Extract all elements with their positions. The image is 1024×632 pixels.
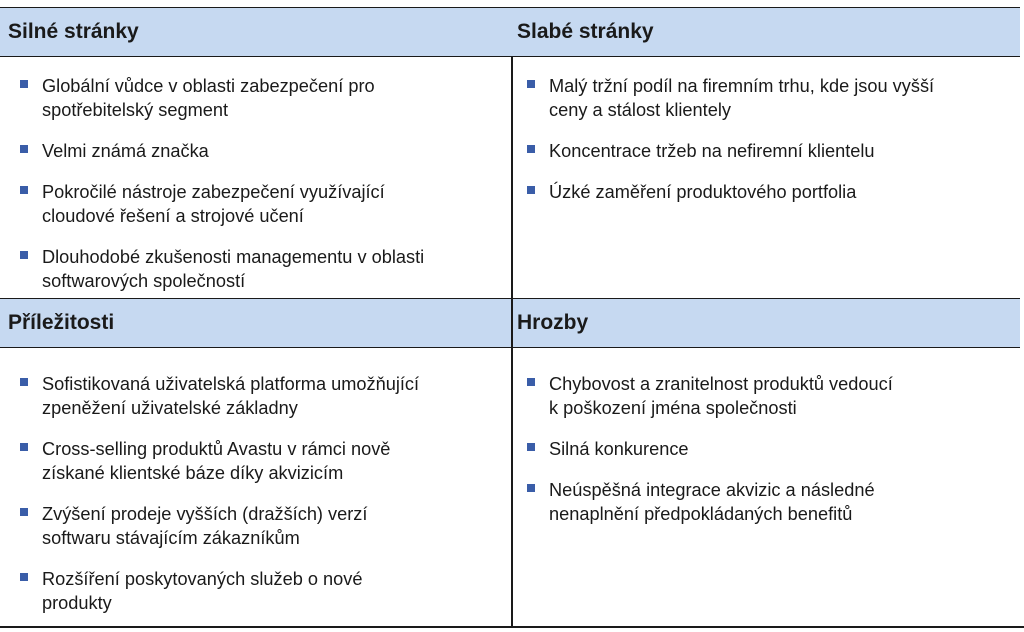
strengths-heading: Silné stránky — [0, 7, 512, 57]
list-item-text: Koncentrace tržeb na nefiremní klientelu — [549, 141, 875, 161]
opportunities-quadrant — [0, 298, 512, 627]
bullet-icon — [527, 378, 535, 386]
list-item — [20, 372, 508, 420]
list-item-text: softwarových společností — [42, 271, 246, 291]
list-item-text: softwaru stávajícím zákazníkům — [42, 528, 300, 548]
bullet-icon — [20, 573, 28, 581]
list-item-text: Neúspěšná integrace akvizic a následné — [549, 480, 875, 500]
bullet-icon — [20, 251, 28, 259]
threats-heading: Hrozby — [512, 298, 1020, 348]
list-item — [527, 478, 1007, 526]
list-item — [20, 74, 508, 122]
list-item — [20, 180, 508, 228]
bullet-icon — [527, 145, 535, 153]
list-item-text: Cross-selling produktů Avastu v rámci nově — [42, 439, 391, 459]
list-item-text: získané klientské báze díky akvizicím — [42, 463, 344, 483]
list-item — [527, 74, 1007, 122]
list-item-text: Dlouhodobé zkušenosti managementu v oblasti — [42, 247, 425, 267]
list-item-text: Rozšíření poskytovaných služeb o nové — [42, 569, 363, 589]
list-item — [20, 502, 508, 550]
list-item-text: Chybovost a zranitelnost produktů vedoucí — [549, 374, 893, 394]
list-item-text: Sofistikovaná uživatelská platforma umožňující — [42, 374, 420, 394]
bullet-icon — [527, 186, 535, 194]
bullet-icon — [20, 378, 28, 386]
list-item-text: Velmi známá značka — [42, 141, 209, 161]
threats-list — [527, 372, 1007, 543]
list-item-text: k poškození jména společnosti — [549, 398, 797, 418]
bottom-rule — [0, 626, 1024, 628]
list-item-text: Malý tržní podíl na firemním trhu, kde jsou vyšší — [549, 76, 935, 96]
weaknesses-heading: Slabé stránky — [512, 7, 1020, 57]
list-item — [20, 139, 508, 163]
opportunities-heading: Příležitosti — [0, 298, 512, 348]
bullet-icon — [20, 186, 28, 194]
list-item-text: cloudové řešení a strojové učení — [42, 206, 304, 226]
bullet-icon — [527, 484, 535, 492]
list-item-text: nenaplnění předpokládaných benefitů — [549, 504, 853, 524]
threats-quadrant — [512, 298, 1024, 627]
weaknesses-quadrant — [512, 7, 1024, 298]
list-item-text: Pokročilé nástroje zabezpečení využívající — [42, 182, 385, 202]
list-item — [20, 437, 508, 485]
list-item-text: produkty — [42, 593, 112, 613]
strengths-list — [20, 74, 508, 310]
list-item-text: Silná konkurence — [549, 439, 689, 459]
opportunities-list — [20, 372, 508, 632]
list-item-text: Zvýšení prodeje vyšších (dražších) verzí — [42, 504, 368, 524]
bullet-icon — [20, 443, 28, 451]
list-item — [527, 372, 1007, 420]
list-item — [527, 139, 1007, 163]
list-item-text: zpeněžení uživatelské základny — [42, 398, 298, 418]
list-item-text: Úzké zaměření produktového portfolia — [549, 182, 857, 202]
bullet-icon — [20, 80, 28, 88]
vertical-divider — [511, 57, 513, 627]
bullet-icon — [20, 145, 28, 153]
list-item — [527, 437, 1007, 461]
bullet-icon — [527, 443, 535, 451]
weaknesses-list — [527, 74, 1007, 221]
list-item-text: ceny a stálost klientely — [549, 100, 731, 120]
bullet-icon — [20, 508, 28, 516]
list-item — [20, 567, 508, 615]
list-item — [20, 245, 508, 293]
list-item-text: Globální vůdce v oblasti zabezpečení pro — [42, 76, 375, 96]
strengths-quadrant — [0, 7, 512, 298]
bullet-icon — [527, 80, 535, 88]
list-item — [527, 180, 1007, 204]
list-item-text: spotřebitelský segment — [42, 100, 229, 120]
